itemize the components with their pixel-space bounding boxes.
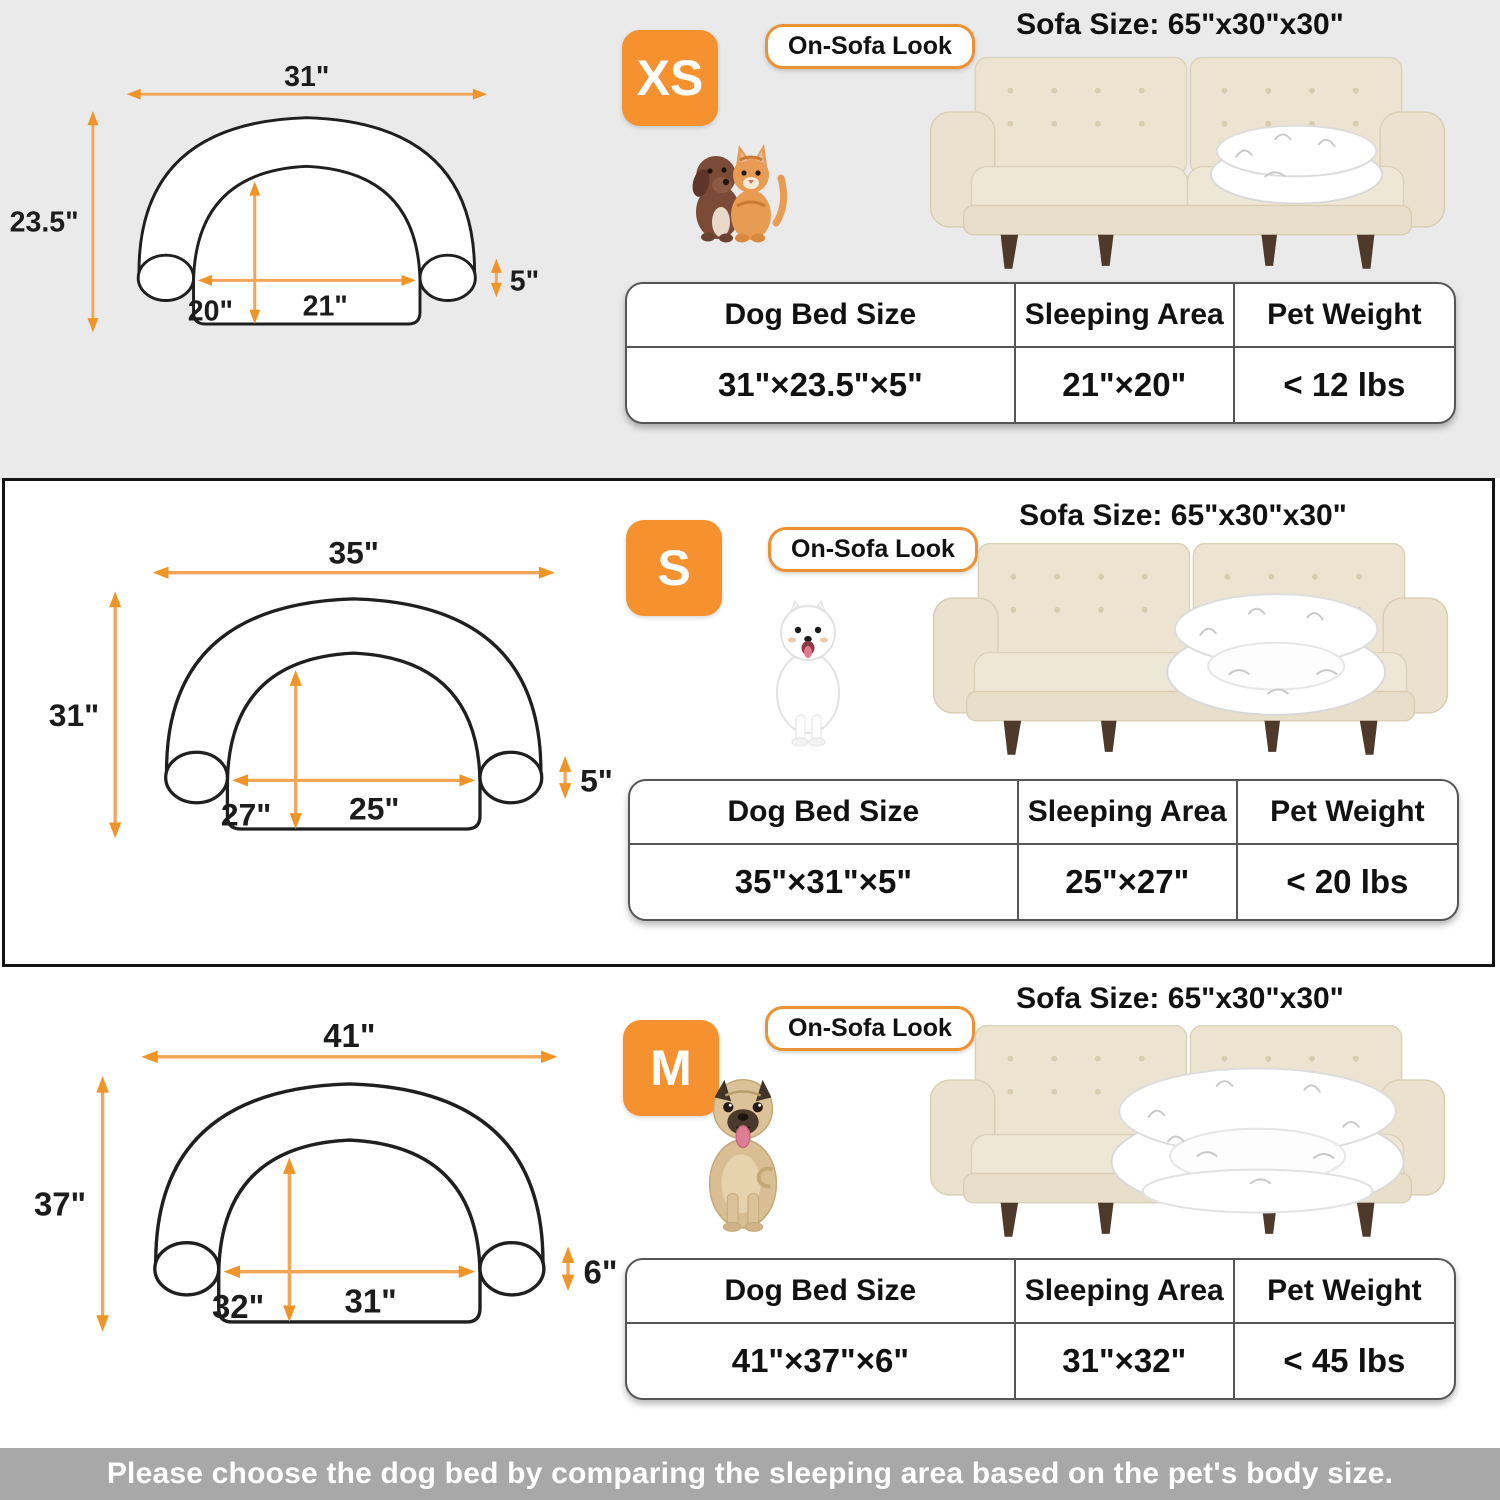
table-header-dog-bed-size: Dog Bed Size [627,284,1016,348]
table-value-pet-weight: < 45 lbs [1283,1342,1406,1379]
height-arrow [109,591,121,838]
size-section-s [2,478,1495,967]
footer-note-banner [0,1448,1500,1500]
size-badge-label: XS [636,50,704,106]
sleep-width-label: 21" [302,290,348,323]
sofa-size-label: Sofa Size: 65"x30"x30" [1016,982,1344,1015]
pug-image [692,1068,795,1233]
size-badge-xs [622,30,718,126]
sofa-size-label: Sofa Size: 65"x30"x30" [1016,8,1344,41]
size-section-m [0,967,1500,1448]
thickness-arrow [559,756,571,799]
pomeranian-image [763,593,853,748]
thickness-arrow [491,259,502,298]
height-arrow [87,111,98,332]
thickness-label: 5" [509,265,540,298]
table-header-dog-bed-size: Dog Bed Size [630,781,1019,845]
width-label: 35" [328,534,379,571]
table-value-pet-weight: < 12 lbs [1283,366,1406,403]
table-value-sleeping-area: 21"×20" [1016,348,1235,422]
bolster-end-left [138,255,193,300]
size-table-m [625,1258,1456,1400]
bed-outline-fill [139,118,475,278]
table-header-sleeping-area: Sleeping Area [1016,284,1235,348]
sleep-width-label: 31" [344,1282,397,1320]
table-value-dog-bed-size: 31"×23.5"×5" [627,348,1016,422]
size-badge-s [626,520,722,616]
height-label: 23.5" [9,206,79,239]
table-value-sleeping-area: 25"×27" [1019,845,1238,919]
sleep-depth-label: 32" [212,1288,265,1326]
sofa-illustration [915,42,1460,271]
height-label: 31" [48,697,100,734]
thickness-label: 6" [583,1253,618,1291]
table-header-pet-weight: Pet Weight [1235,284,1454,348]
size-section-xs [0,0,1500,478]
width-label: 41" [323,1017,376,1055]
size-badge-label: M [650,1040,692,1096]
bed-dimension-diagram-m [30,1017,630,1370]
table-value-sleeping-area: 31"×32" [1016,1324,1235,1398]
height-arrow [96,1076,109,1331]
sofa-size-label: Sofa Size: 65"x30"x30" [1019,499,1347,532]
table-value-dog-bed-size: 41"×37"×6" [627,1324,1016,1398]
size-table-xs [625,282,1456,424]
size-badge-label: S [657,540,691,596]
table-value-pet-weight: < 20 lbs [1286,863,1409,900]
sleep-depth-label: 20" [187,295,233,328]
on-sofa-look-badge: On-Sofa Look [765,24,975,69]
table-header-sleeping-area: Sleeping Area [1019,781,1238,845]
sleep-width-label: 25" [349,790,400,827]
dog-bed-on-sofa [1211,126,1382,204]
table-header-sleeping-area: Sleeping Area [1016,1260,1235,1324]
height-label: 37" [33,1185,87,1223]
thickness-label: 5" [580,762,613,799]
table-value-dog-bed-size: 35"×31"×5" [630,845,1019,919]
bed-dimension-diagram-s [45,534,625,876]
dog-bed-on-sofa [1112,1068,1404,1212]
puppy-and-kitten-image [688,126,788,244]
table-header-dog-bed-size: Dog Bed Size [627,1260,1016,1324]
dog-bed-on-sofa [1167,594,1385,715]
footer-note-text: Please choose the dog bed by comparing the sleeping area based on the pet's body size. [106,1457,1394,1490]
thickness-arrow [562,1247,575,1292]
on-sofa-look-badge: On-Sofa Look [768,527,978,572]
on-sofa-look-badge: On-Sofa Look [765,1006,975,1051]
bed-dimension-diagram-xs [9,60,550,366]
table-header-pet-weight: Pet Weight [1235,1260,1454,1324]
size-table-s [628,779,1459,921]
width-label: 31" [284,60,330,93]
sofa-illustration [915,1010,1460,1239]
table-header-pet-weight: Pet Weight [1238,781,1457,845]
sofa-illustration [918,528,1463,757]
bolster-end-right [420,255,475,300]
sleep-depth-label: 27" [220,796,272,833]
